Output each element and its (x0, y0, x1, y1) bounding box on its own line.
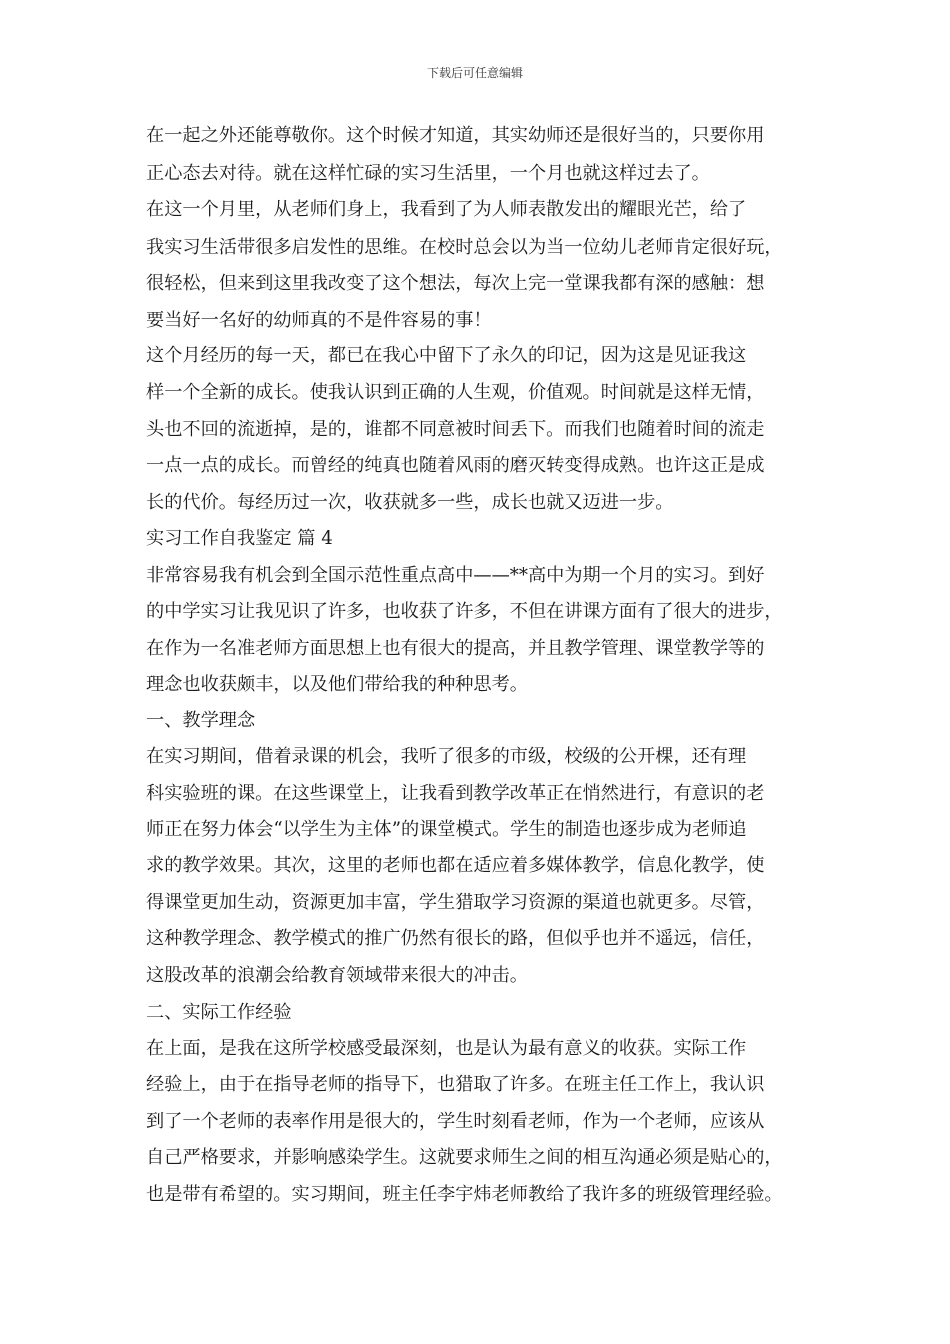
text-line: 这个月经历的每一天，都已在我心中留下了永久的印记，因为这是见证我这 (146, 345, 747, 366)
text-line: 头也不回的流逝掉，是的，谁都不同意被时间丢下。而我们也随着时间的流走 (146, 419, 765, 440)
text-line: 很轻松，但来到这里我改变了这个想法，每次上完一堂课我都有深的感触：想 (146, 273, 765, 294)
text-line: 正心态去对待。就在这样忙碌的实习生活里，一个月也就这样过去了。 (146, 163, 710, 184)
text-line: 非常容易我有机会到全国示范性重点高中——**高中为期一个月的实习。到好 (146, 565, 765, 586)
text-line: 长的代价。每经历过一次，收获就多一些，成长也就又迈进一步。 (146, 492, 674, 513)
text-line: 求的教学效果。其次，这里的老师也都在适应着多媒体教学，信息化教学，使 (146, 855, 765, 876)
text-line: 得课堂更加生动，资源更加丰富，学生猎取学习资源的渠道也就更多。尽管， (146, 892, 765, 913)
text-line: 这种教学理念、教学模式的推广仍然有很长的路，但似乎也并不遥远，信任， (146, 928, 765, 949)
text-line: 在这一个月里，从老师们身上，我看到了为人师表散发出的耀眼光芒，给了 (146, 199, 747, 220)
text-line: 科实验班的课。在这些课堂上，让我看到教学改革正在悄然进行，有意识的老 (146, 783, 765, 804)
text-line: 到了一个老师的表率作用是很大的，学生时刻看老师，作为一个老师，应该从 (146, 1111, 765, 1132)
text-line: 一点一点的成长。而曾经的纯真也随着风雨的磨灭转变得成熟。也许这正是成 (146, 455, 765, 476)
text-line: 要当好一名好的幼师真的不是件容易的事！ (146, 310, 492, 331)
text-line: 也是带有希望的。实习期间，班主任李宇炜老师教给了我许多的班级管理经验。 (146, 1184, 783, 1205)
text-line: 的中学实习让我见识了许多，也收获了许多，不但在讲课方面有了很大的进步， (146, 601, 783, 622)
text-line: 在实习期间，借着录课的机会，我听了很多的市级，校级的公开棵，还有理 (146, 746, 747, 767)
text-line: 样一个全新的成长。使我认识到正确的人生观，价值观。时间就是这样无情， (146, 382, 765, 403)
text-line: 我实习生活带很多启发性的思维。在校时总会以为当一位幼儿老师肯定很好玩， (146, 237, 783, 258)
subsection-heading: 一、教学理念 (146, 710, 256, 731)
text-line: 在上面，是我在这所学校感受最深刻，也是认为最有意义的收获。实际工作 (146, 1038, 747, 1059)
text-line: 这股改革的浪潮会给教育领域带来很大的冲击。 (146, 965, 528, 986)
text-line: 在作为一名准老师方面思想上也有很大的提高，并且教学管理、课堂教学等的 (146, 638, 765, 659)
section-heading: 实习工作自我鉴定 篇 4 (146, 528, 333, 549)
text-line: 理念也收获颇丰，以及他们带给我的种种思考。 (146, 674, 528, 695)
text-line: 经验上，由于在指导老师的指导下，也猎取了许多。在班主任工作上，我认识 (146, 1074, 765, 1095)
text-line: 自己严格要求，并影响感染学生。这就要求师生之间的相互沟通必须是贴心的， (146, 1147, 783, 1168)
text-line: 师正在努力体会“以学生为主体”的课堂模式。学生的制造也逐步成为老师追 (146, 819, 747, 840)
subsection-heading: 二、实际工作经验 (146, 1002, 292, 1023)
page-header: 下载后可任意编辑 (426, 66, 523, 80)
text-line: 在一起之外还能尊敬你。这个时候才知道，其实幼师还是很好当的，只要你用 (146, 125, 765, 146)
